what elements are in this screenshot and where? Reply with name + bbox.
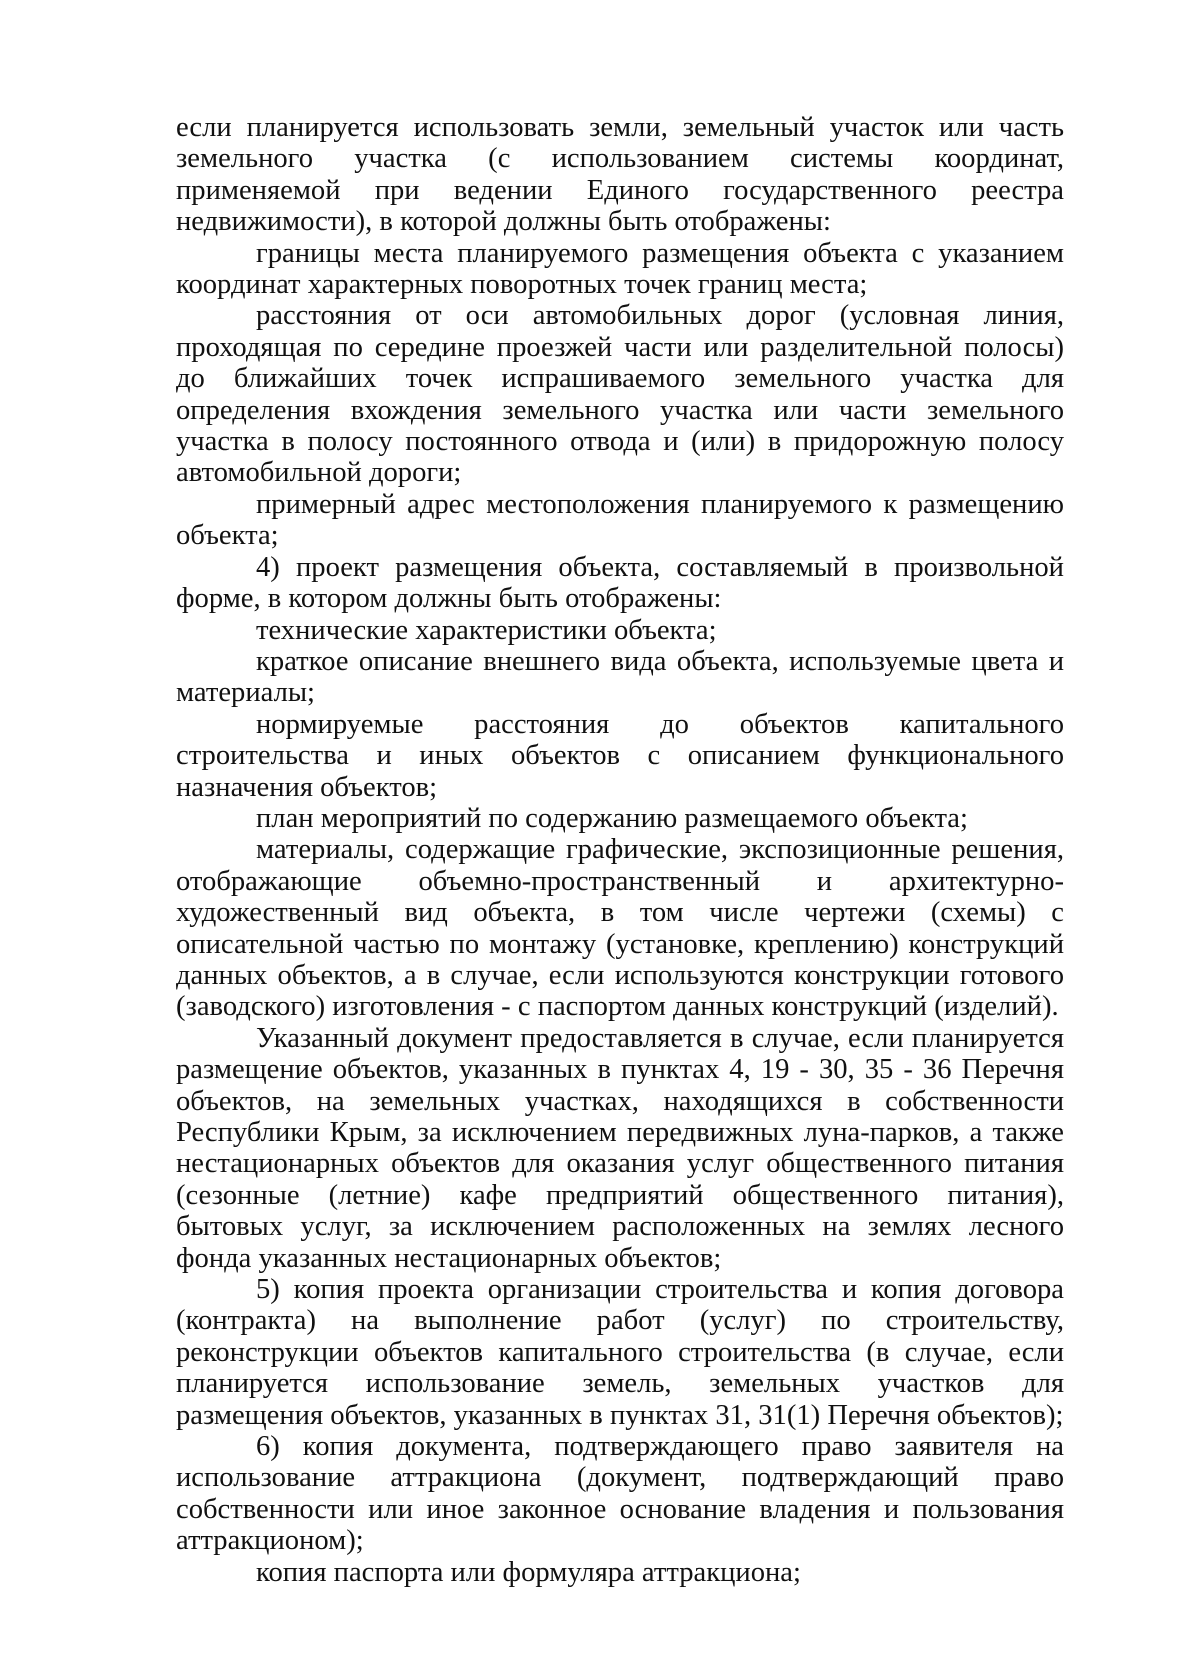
paragraph: технические характеристики объекта; (256, 614, 717, 646)
document-page (176, 112, 1064, 1588)
paragraph: границы места планируемого размещения объекта с указанием координат характерных поворотных точек границ места; (176, 237, 1064, 301)
paragraph: Указанный документ предоставляется в случае, если планируется размещение объектов, указанных в пунктах 4, 19 - 30, 35 - 36 Перечня объектов, на земельных участках, находящихся в собственности Республики Крым, за исключением передвижных луна-парков, а также нестационарных объектов для оказания услуг общественного питания (сезонные (летние) кафе предприятий общественного питания), бытовых услуг, за исключением расположенных на землях лесного фонда указанных нестационарных объектов; (176, 1022, 1064, 1274)
paragraph: краткое описание внешнего вида объекта, используемые цвета и материалы; (176, 645, 1064, 709)
paragraph: расстояния от оси автомобильных дорог (условная линия, проходящая по середине проезжей части или разделительной полосы) до ближайших точек испрашиваемого земельного участка для определения вхождения земельного участка или части земельного участка в полосу постоянного отвода и (или) в придорожную полосу автомобильной дороги; (176, 300, 1064, 489)
paragraph: 4) проект размещения объекта, составляемый в произвольной форме, в котором должны быть отображены: (176, 551, 1064, 615)
paragraph: если планируется использовать земли, земельный участок или часть земельного участка (с использованием системы координат, применяемой при ведении Единого государственного реестра недвижимости), в которой должны быть отображены: (176, 112, 1064, 238)
paragraph: нормируемые расстояния до объектов капитального строительства и иных объектов с описанием функционального назначения объектов; (176, 708, 1064, 803)
paragraph: 5) копия проекта организации строительства и копия договора (контракта) на выполнение работ (услуг) по строительству, реконструкции объектов капитального строительства (в случае, если планируется использование земель, земельных участков для размещения объектов, указанных в пунктах 31, 31(1) Перечня объектов); (176, 1274, 1064, 1431)
paragraph: материалы, содержащие графические, экспозиционные решения, отображающие объемно-пространственный и архитектурно-художественный вид объекта, в том числе чертежи (схемы) с описательной частью по монтажу (установке, креплению) конструкций данных объектов, а в случае, если используются конструкции готового (заводского) изготовления - с паспортом данных конструкций (изделий). (176, 834, 1064, 1023)
paragraph: план мероприятий по содержанию размещаемого объекта; (256, 802, 968, 834)
paragraph: 6) копия документа, подтверждающего право заявителя на использование аттракциона (документ, подтверждающий право собственности или иное законное основание владения и пользования аттракционом); (176, 1431, 1064, 1557)
paragraph: примерный адрес местоположения планируемого к размещению объекта; (176, 488, 1064, 552)
paragraph: копия паспорта или формуляра аттракциона; (256, 1556, 801, 1588)
